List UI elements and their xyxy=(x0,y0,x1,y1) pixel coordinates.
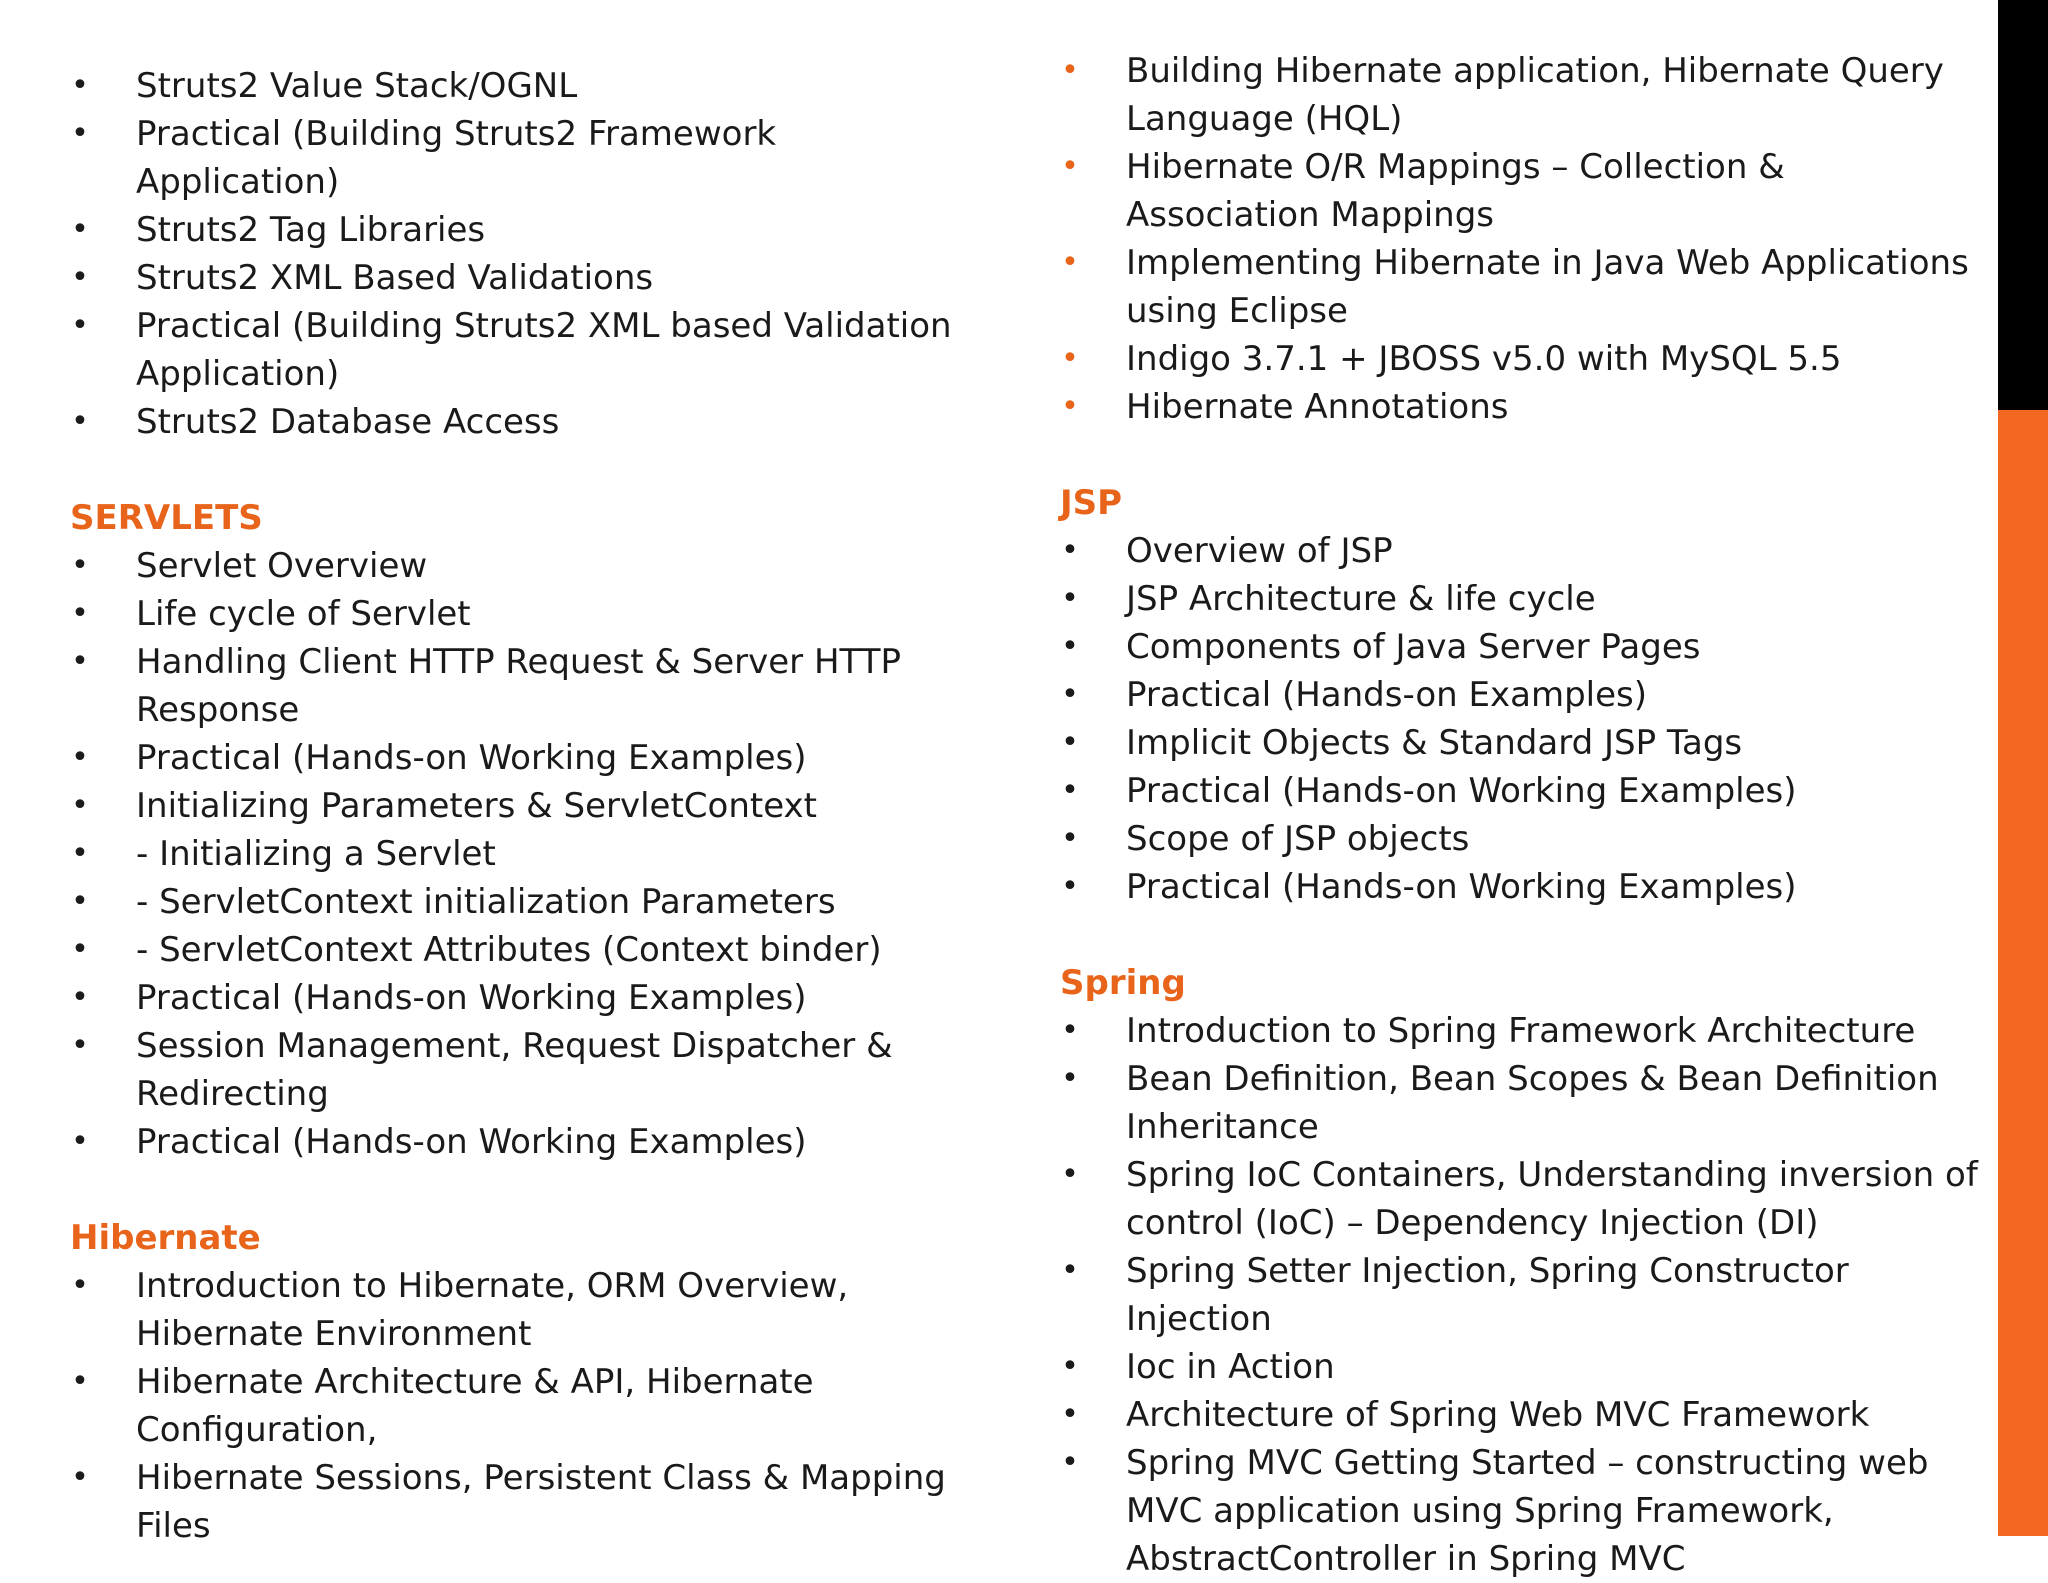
list-item-text: Practical (Hands-on Examples) xyxy=(1126,675,1648,715)
list-item-text: Practical (Building Struts2 XML based Validation Application) xyxy=(136,306,952,394)
spring-list xyxy=(1060,1007,1980,1583)
list-item xyxy=(1060,623,1980,671)
bullet-icon: • xyxy=(1061,1253,1079,1288)
list-item-text: Implicit Objects & Standard JSP Tags xyxy=(1126,723,1743,763)
list-item xyxy=(1060,815,1980,863)
right-column xyxy=(1060,47,1980,1583)
bullet-icon: • xyxy=(71,884,89,919)
list-item-text: Struts2 Database Access xyxy=(136,402,560,442)
bullet-icon: • xyxy=(71,1268,89,1303)
bullet-icon: • xyxy=(1061,725,1079,760)
list-item xyxy=(70,926,990,974)
list-item xyxy=(1060,239,1980,335)
list-item-text: - ServletContext Attributes (Context binder) xyxy=(136,930,882,970)
list-item xyxy=(1060,1391,1980,1439)
list-item xyxy=(1060,575,1980,623)
list-item xyxy=(1060,863,1980,911)
sidebar-accent-orange xyxy=(1998,410,2048,1536)
list-item xyxy=(1060,1439,1980,1583)
list-item-text: Architecture of Spring Web MVC Framework xyxy=(1126,1395,1870,1435)
list-item xyxy=(70,254,990,302)
list-item xyxy=(70,62,990,110)
servlets-list xyxy=(70,542,990,1166)
list-item-text: Initializing Parameters & ServletContext xyxy=(136,786,817,826)
list-item-text: Spring IoC Containers, Understanding inversion of control (IoC) – Dependency Injection (DI) xyxy=(1126,1155,1978,1243)
list-item xyxy=(1060,47,1980,143)
jsp-section xyxy=(1060,479,1980,911)
list-item-text: Overview of JSP xyxy=(1126,531,1393,571)
hibernate-continued-list xyxy=(1060,47,1980,431)
hibernate-heading: Hibernate xyxy=(70,1218,261,1258)
list-item-text: Components of Java Server Pages xyxy=(1126,627,1701,667)
list-item xyxy=(70,974,990,1022)
bullet-icon: • xyxy=(1061,629,1079,664)
list-item xyxy=(1060,1151,1980,1247)
bullet-icon: • xyxy=(71,596,89,631)
bullet-icon: • xyxy=(71,116,89,151)
hibernate-continued-section xyxy=(1060,47,1980,431)
list-item-text: Introduction to Spring Framework Architecture xyxy=(1126,1011,1916,1051)
list-item-text: Struts2 XML Based Validations xyxy=(136,258,654,298)
list-item-text: Introduction to Hibernate, ORM Overview, Hibernate Environment xyxy=(136,1266,849,1354)
list-item xyxy=(70,1118,990,1166)
list-item-text: Practical (Building Struts2 Framework Application) xyxy=(136,114,777,202)
list-item-text: Servlet Overview xyxy=(136,546,428,586)
bullet-icon: • xyxy=(1061,341,1079,376)
bullet-icon: • xyxy=(71,1028,89,1063)
list-item xyxy=(1060,1247,1980,1343)
list-item-text: Practical (Hands-on Working Examples) xyxy=(1126,771,1797,811)
list-item-text: Life cycle of Servlet xyxy=(136,594,471,634)
bullet-icon: • xyxy=(71,308,89,343)
list-item xyxy=(1060,1055,1980,1151)
bullet-icon: • xyxy=(71,980,89,1015)
list-item-text: Hibernate Annotations xyxy=(1126,387,1509,427)
jsp-heading: JSP xyxy=(1060,483,1123,523)
bullet-icon: • xyxy=(71,740,89,775)
list-item-text: Practical (Hands-on Working Examples) xyxy=(136,978,807,1018)
bullet-icon: • xyxy=(1061,149,1079,184)
list-item xyxy=(70,1454,990,1550)
bullet-icon: • xyxy=(1061,533,1079,568)
list-item-text: JSP Architecture & life cycle xyxy=(1126,579,1596,619)
bullet-icon: • xyxy=(1061,1349,1079,1384)
servlets-section xyxy=(70,494,990,1166)
bullet-icon: • xyxy=(1061,1445,1079,1480)
bullet-icon: • xyxy=(1061,773,1079,808)
struts-list xyxy=(70,62,990,446)
hibernate-list xyxy=(70,1262,990,1550)
bullet-icon: • xyxy=(1061,53,1079,88)
list-item-text: Hibernate O/R Mappings – Collection & Association Mappings xyxy=(1126,147,1785,235)
bullet-icon: • xyxy=(71,788,89,823)
bullet-icon: • xyxy=(1061,821,1079,856)
bullet-icon: • xyxy=(1061,677,1079,712)
bullet-icon: • xyxy=(1061,1157,1079,1192)
list-item-text: Session Management, Request Dispatcher & Redirecting xyxy=(136,1026,893,1114)
list-item xyxy=(1060,671,1980,719)
bullet-icon: • xyxy=(71,644,89,679)
list-item xyxy=(1060,383,1980,431)
struts-section xyxy=(70,62,990,446)
list-item-text: Bean Definition, Bean Scopes & Bean Definition Inheritance xyxy=(1126,1059,1939,1147)
list-item-text: Hibernate Architecture & API, Hibernate Configuration, xyxy=(136,1362,814,1450)
bullet-icon: • xyxy=(1061,1397,1079,1432)
bullet-icon: • xyxy=(1061,389,1079,424)
servlets-heading: SERVLETS xyxy=(70,498,263,538)
list-item-text: Hibernate Sessions, Persistent Class & Mapping Files xyxy=(136,1458,946,1546)
bullet-icon: • xyxy=(1061,1061,1079,1096)
spring-heading: Spring xyxy=(1060,963,1186,1003)
list-item xyxy=(70,590,990,638)
list-item xyxy=(1060,767,1980,815)
spring-section xyxy=(1060,959,1980,1583)
list-item xyxy=(70,1262,990,1358)
bullet-icon: • xyxy=(1061,1013,1079,1048)
bullet-icon: • xyxy=(1061,869,1079,904)
list-item xyxy=(70,1022,990,1118)
bullet-icon: • xyxy=(1061,581,1079,616)
list-item xyxy=(1060,1343,1980,1391)
bullet-icon: • xyxy=(71,1124,89,1159)
bullet-icon: • xyxy=(1061,245,1079,280)
list-item xyxy=(70,734,990,782)
list-item-text: Practical (Hands-on Working Examples) xyxy=(136,1122,807,1162)
bullet-icon: • xyxy=(71,548,89,583)
list-item xyxy=(70,398,990,446)
list-item-text: Handling Client HTTP Request & Server HTTP Response xyxy=(136,642,901,730)
bullet-icon: • xyxy=(71,404,89,439)
list-item-text: Ioc in Action xyxy=(1126,1347,1335,1387)
list-item-text: - ServletContext initialization Parameters xyxy=(136,882,836,922)
list-item-text: Building Hibernate application, Hibernate Query Language (HQL) xyxy=(1126,51,1944,139)
list-item-text: Struts2 Tag Libraries xyxy=(136,210,486,250)
bullet-icon: • xyxy=(71,932,89,967)
list-item xyxy=(70,1358,990,1454)
list-item xyxy=(1060,1007,1980,1055)
list-item xyxy=(70,110,990,206)
hibernate-section xyxy=(70,1214,990,1550)
bullet-icon: • xyxy=(71,1364,89,1399)
list-item-text: Scope of JSP objects xyxy=(1126,819,1470,859)
left-column xyxy=(70,62,990,1550)
sidebar-accent-black xyxy=(1998,0,2048,410)
list-item xyxy=(1060,527,1980,575)
bullet-icon: • xyxy=(71,836,89,871)
list-item xyxy=(70,638,990,734)
list-item xyxy=(70,302,990,398)
jsp-list xyxy=(1060,527,1980,911)
list-item xyxy=(1060,335,1980,383)
list-item-text: Indigo 3.7.1 + JBOSS v5.0 with MySQL 5.5 xyxy=(1126,339,1842,379)
list-item-text: Spring Setter Injection, Spring Constructor Injection xyxy=(1126,1251,1849,1339)
list-item xyxy=(70,782,990,830)
list-item xyxy=(1060,143,1980,239)
list-item xyxy=(70,878,990,926)
list-item-text: Practical (Hands-on Working Examples) xyxy=(1126,867,1797,907)
list-item-text: Implementing Hibernate in Java Web Applications using Eclipse xyxy=(1126,243,1969,331)
bullet-icon: • xyxy=(71,1460,89,1495)
list-item xyxy=(70,830,990,878)
list-item xyxy=(70,542,990,590)
list-item xyxy=(70,206,990,254)
list-item-text: Practical (Hands-on Working Examples) xyxy=(136,738,807,778)
list-item-text: - Initializing a Servlet xyxy=(136,834,496,874)
bullet-icon: • xyxy=(71,68,89,103)
bullet-icon: • xyxy=(71,212,89,247)
bullet-icon: • xyxy=(71,260,89,295)
list-item-text: Struts2 Value Stack/OGNL xyxy=(136,66,578,106)
list-item xyxy=(1060,719,1980,767)
list-item-text: Spring MVC Getting Started – constructing web MVC application using Spring Framework, AbstractController in Spring MVC xyxy=(1126,1443,1929,1579)
